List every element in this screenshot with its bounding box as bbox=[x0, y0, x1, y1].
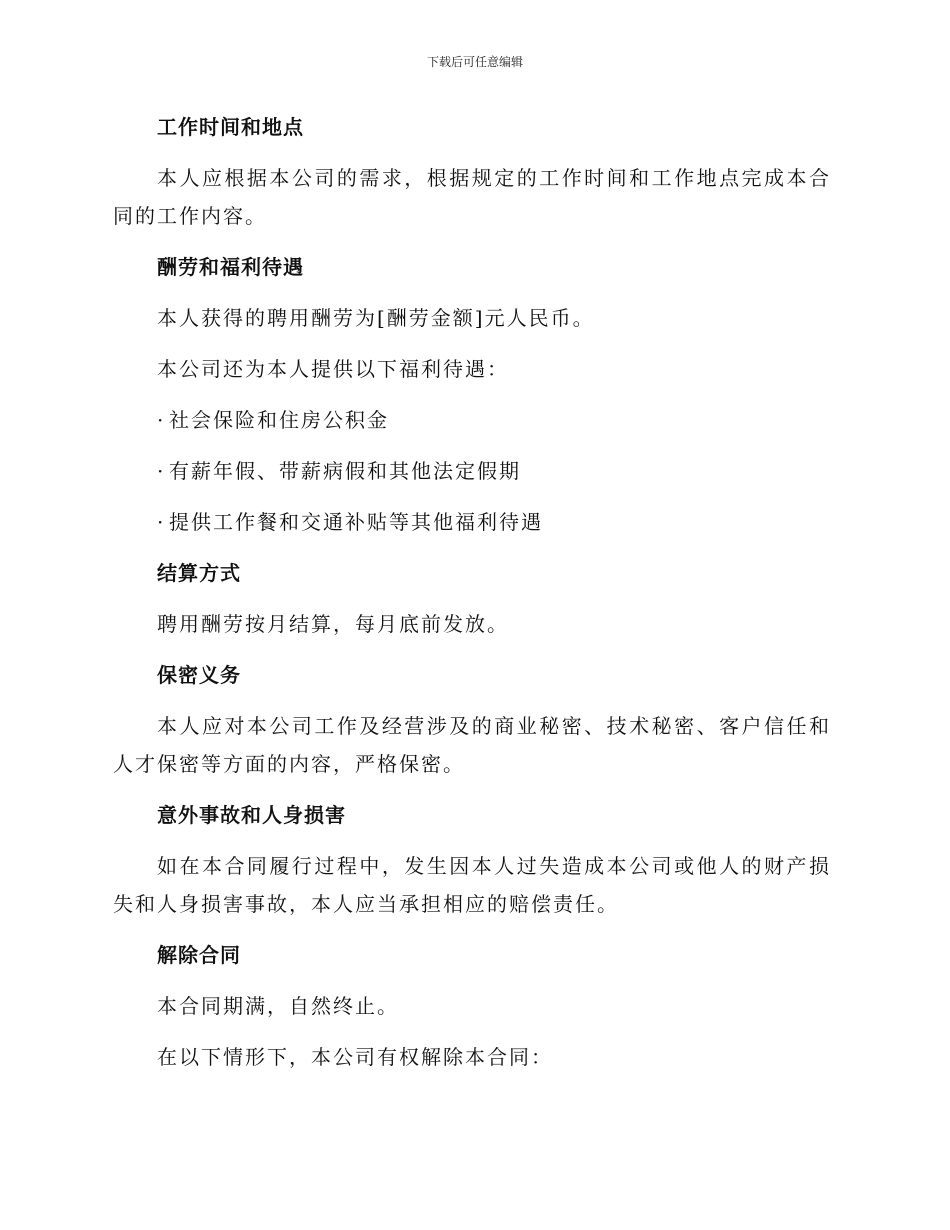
paragraph-accidents: 如在本合同履行过程中，发生因本人过失造成本公司或他人的财产损失和人身损害事故，本人应当承担相应的赔偿责任。 bbox=[113, 854, 831, 916]
bullet-icon: · bbox=[157, 510, 166, 534]
list-item-text: 社会保险和住房公积金 bbox=[169, 408, 389, 432]
paragraph-termination-expiry: 本合同期满，自然终止。 bbox=[157, 994, 399, 1018]
list-item-text: 提供工作餐和交通补贴等其他福利待遇 bbox=[169, 510, 543, 534]
section-heading-work-time-location: 工作时间和地点 bbox=[157, 115, 304, 139]
paragraph-benefits-intro: 本公司还为本人提供以下福利待遇： bbox=[157, 357, 509, 381]
paragraph-compensation-amount: 本人获得的聘用酬劳为[酬劳金额]元人民币。 bbox=[157, 306, 595, 330]
bullet-icon: · bbox=[157, 408, 166, 432]
section-heading-settlement: 结算方式 bbox=[157, 561, 241, 585]
bullet-icon: · bbox=[157, 459, 166, 483]
paragraph-confidentiality: 本人应对本公司工作及经营涉及的商业秘密、技术秘密、客户信任和人才保密等方面的内容，严格保密。 bbox=[113, 714, 831, 776]
list-item bbox=[113, 503, 831, 541]
list-item-text: 有薪年假、带薪病假和其他法定假期 bbox=[169, 459, 521, 483]
paragraph-work-time-location: 本人应根据本公司的需求，根据规定的工作时间和工作地点完成本合同的工作内容。 bbox=[113, 166, 831, 228]
page-header: 下载后可任意编辑 bbox=[426, 55, 523, 69]
section-heading-confidentiality: 保密义务 bbox=[157, 663, 241, 687]
paragraph-termination-conditions: 在以下情形下，本公司有权解除本合同： bbox=[157, 1045, 553, 1069]
section-heading-compensation: 酬劳和福利待遇 bbox=[157, 255, 304, 279]
document-body bbox=[113, 108, 831, 1089]
section-heading-accidents: 意外事故和人身损害 bbox=[157, 803, 346, 827]
paragraph-settlement: 聘用酬劳按月结算，每月底前发放。 bbox=[157, 612, 509, 636]
list-item bbox=[113, 401, 831, 439]
section-heading-termination: 解除合同 bbox=[157, 943, 241, 967]
list-item bbox=[113, 452, 831, 490]
